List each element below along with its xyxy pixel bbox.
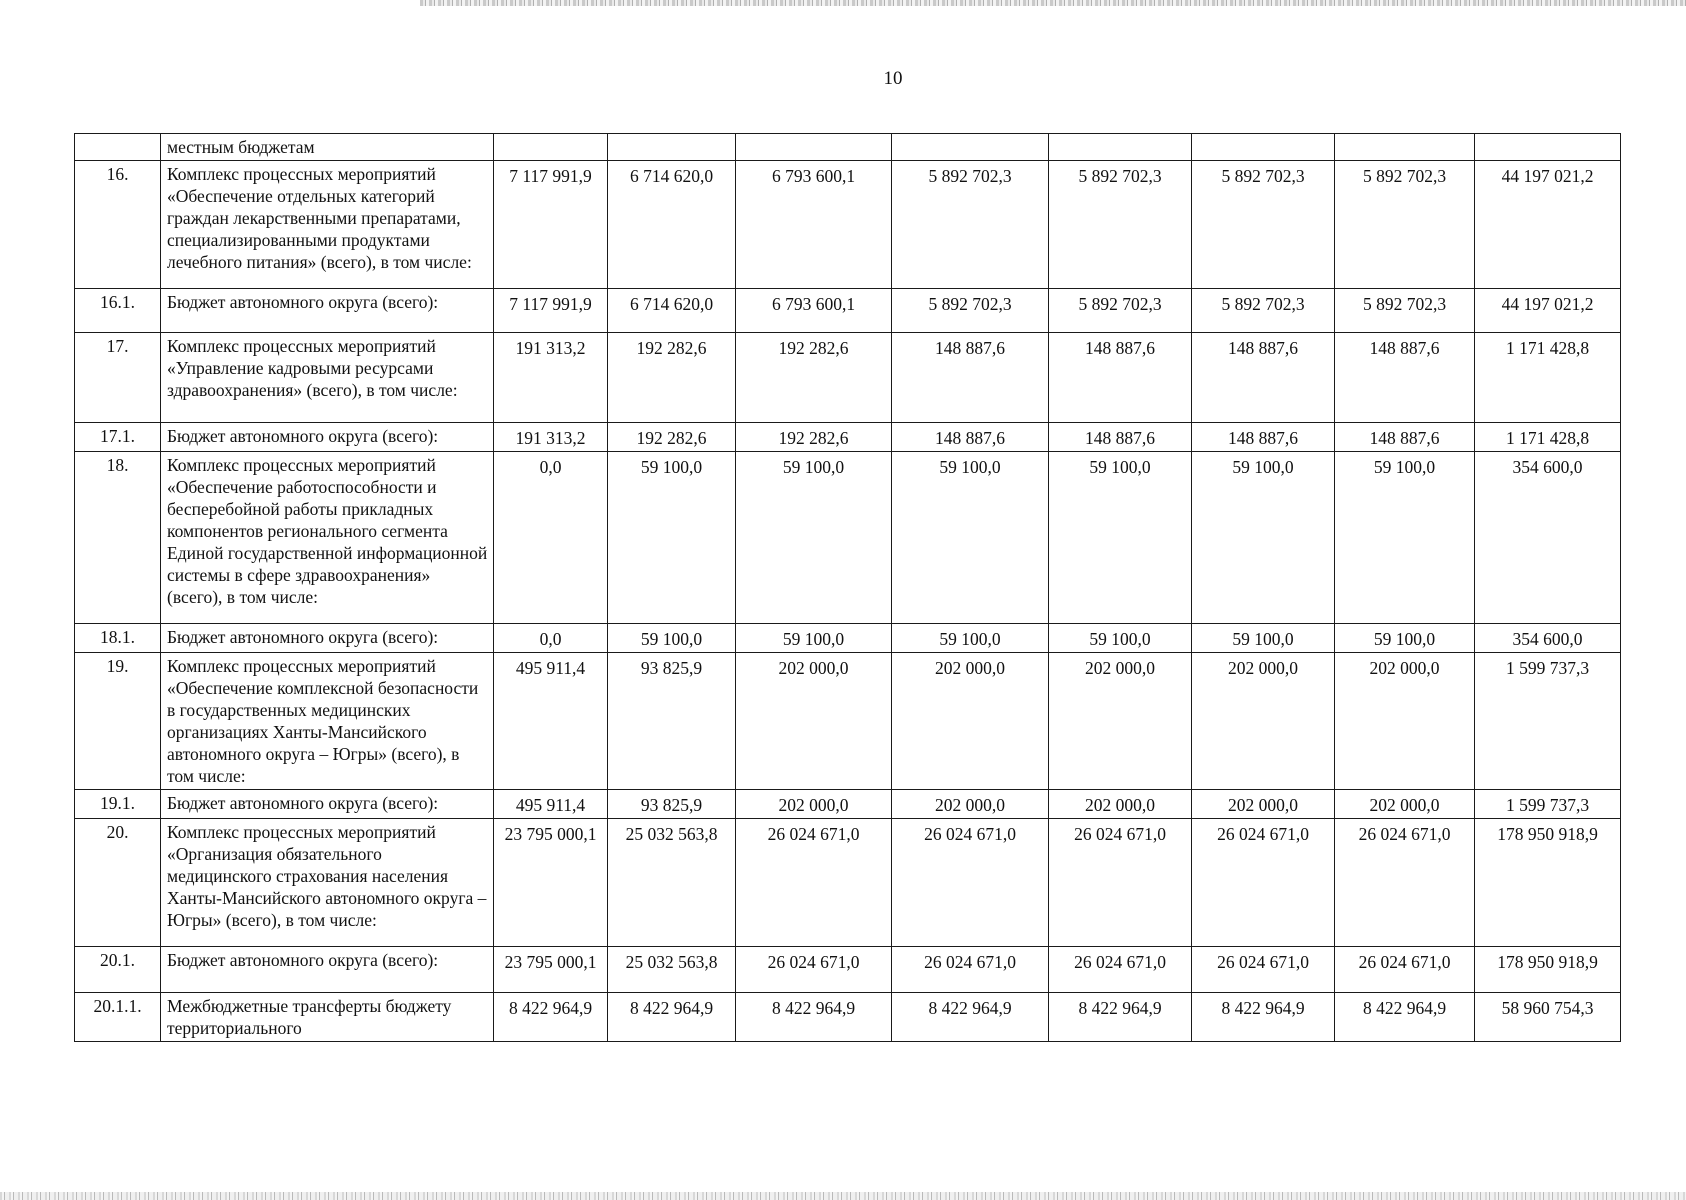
row-total: 58 960 754,3 <box>1475 993 1621 1042</box>
row-value: 148 887,6 <box>892 423 1049 452</box>
row-name: Комплекс процессных мероприятий «Обеспечение работоспособности и бесперебойной работы прикладных компонентов регионального сегмента Единой государственной информационной системы в сфере здравоохранения» (всего), в том числе: <box>161 452 494 624</box>
row-value: 59 100,0 <box>892 452 1049 624</box>
row-name: Бюджет автономного округа (всего): <box>161 289 494 333</box>
row-value: 5 892 702,3 <box>892 289 1049 333</box>
row-total: 1 599 737,3 <box>1475 790 1621 819</box>
row-total: 1 171 428,8 <box>1475 333 1621 423</box>
row-value: 26 024 671,0 <box>892 819 1049 947</box>
scan-edge-bottom <box>0 1192 1686 1200</box>
row-number: 18. <box>75 452 161 624</box>
row-value: 25 032 563,8 <box>608 819 736 947</box>
row-value: 148 887,6 <box>892 333 1049 423</box>
row-name: Бюджет автономного округа (всего): <box>161 423 494 452</box>
row-name: Бюджет автономного округа (всего): <box>161 947 494 993</box>
scan-edge-top <box>420 0 1686 6</box>
row-value: 148 887,6 <box>1335 423 1475 452</box>
row-value <box>1049 134 1192 161</box>
row-value: 191 313,2 <box>494 423 608 452</box>
row-value: 8 422 964,9 <box>608 993 736 1042</box>
row-value: 7 117 991,9 <box>494 289 608 333</box>
row-value: 202 000,0 <box>1335 653 1475 790</box>
table-row <box>75 161 1621 289</box>
table-row <box>75 819 1621 947</box>
row-name: Бюджет автономного округа (всего): <box>161 790 494 819</box>
row-value: 93 825,9 <box>608 790 736 819</box>
row-number: 17.1. <box>75 423 161 452</box>
row-value: 93 825,9 <box>608 653 736 790</box>
row-value: 202 000,0 <box>1192 653 1335 790</box>
row-value: 8 422 964,9 <box>736 993 892 1042</box>
row-value: 59 100,0 <box>736 452 892 624</box>
row-value: 7 117 991,9 <box>494 161 608 289</box>
row-value: 202 000,0 <box>736 653 892 790</box>
table-row <box>75 289 1621 333</box>
row-value: 148 887,6 <box>1192 423 1335 452</box>
row-value: 202 000,0 <box>892 790 1049 819</box>
row-number: 20.1. <box>75 947 161 993</box>
row-value: 26 024 671,0 <box>1335 819 1475 947</box>
row-value: 59 100,0 <box>608 624 736 653</box>
row-total: 354 600,0 <box>1475 452 1621 624</box>
row-value: 8 422 964,9 <box>1335 993 1475 1042</box>
row-value: 26 024 671,0 <box>1192 947 1335 993</box>
row-name: Комплекс процессных мероприятий «Организация обязательного медицинского страхования населения Ханты-Мансийского автономного округа – Югры» (всего), в том числе: <box>161 819 494 947</box>
row-number: 17. <box>75 333 161 423</box>
row-value: 23 795 000,1 <box>494 947 608 993</box>
row-value: 191 313,2 <box>494 333 608 423</box>
budget-table <box>74 133 1621 1042</box>
row-value <box>736 134 892 161</box>
row-total: 44 197 021,2 <box>1475 161 1621 289</box>
row-number: 16.1. <box>75 289 161 333</box>
row-total: 44 197 021,2 <box>1475 289 1621 333</box>
row-value: 0,0 <box>494 624 608 653</box>
row-value: 5 892 702,3 <box>1192 289 1335 333</box>
row-value: 5 892 702,3 <box>892 161 1049 289</box>
row-value: 6 714 620,0 <box>608 289 736 333</box>
row-value: 59 100,0 <box>1049 624 1192 653</box>
row-total: 178 950 918,9 <box>1475 819 1621 947</box>
row-value: 59 100,0 <box>1192 452 1335 624</box>
row-value: 59 100,0 <box>1335 452 1475 624</box>
row-value: 26 024 671,0 <box>1049 947 1192 993</box>
row-total: 178 950 918,9 <box>1475 947 1621 993</box>
row-number: 19.1. <box>75 790 161 819</box>
row-value <box>494 134 608 161</box>
row-value: 25 032 563,8 <box>608 947 736 993</box>
row-value: 495 911,4 <box>494 790 608 819</box>
row-name: Межбюджетные трансферты бюджету территориального <box>161 993 494 1042</box>
table-row <box>75 653 1621 790</box>
row-value: 148 887,6 <box>1049 423 1192 452</box>
row-value <box>892 134 1049 161</box>
row-total: 1 171 428,8 <box>1475 423 1621 452</box>
row-name: Бюджет автономного округа (всего): <box>161 624 494 653</box>
row-value: 5 892 702,3 <box>1335 289 1475 333</box>
row-value: 26 024 671,0 <box>1192 819 1335 947</box>
row-value: 26 024 671,0 <box>1049 819 1192 947</box>
row-value: 26 024 671,0 <box>736 819 892 947</box>
row-value: 495 911,4 <box>494 653 608 790</box>
row-value: 5 892 702,3 <box>1192 161 1335 289</box>
table-row <box>75 947 1621 993</box>
row-number <box>75 134 161 161</box>
row-value: 148 887,6 <box>1049 333 1192 423</box>
row-value: 8 422 964,9 <box>1192 993 1335 1042</box>
row-value: 202 000,0 <box>1049 653 1192 790</box>
table-row <box>75 993 1621 1042</box>
row-value: 202 000,0 <box>1049 790 1192 819</box>
row-number: 16. <box>75 161 161 289</box>
row-value: 148 887,6 <box>1335 333 1475 423</box>
row-value: 59 100,0 <box>736 624 892 653</box>
row-value: 6 714 620,0 <box>608 161 736 289</box>
row-name: Комплекс процессных мероприятий «Обеспечение комплексной безопасности в государственных медицинских организациях Ханты-Мансийского автономного округа – Югры» (всего), в том числе: <box>161 653 494 790</box>
row-name: Комплекс процессных мероприятий «Обеспечение отдельных категорий граждан лекарственными препаратами, специализированными продуктами лечебного питания» (всего), в том числе: <box>161 161 494 289</box>
row-value: 202 000,0 <box>1192 790 1335 819</box>
table-row <box>75 790 1621 819</box>
row-value: 192 282,6 <box>736 333 892 423</box>
row-value: 26 024 671,0 <box>1335 947 1475 993</box>
table-row <box>75 423 1621 452</box>
row-total: 1 599 737,3 <box>1475 653 1621 790</box>
row-value: 23 795 000,1 <box>494 819 608 947</box>
row-value: 192 282,6 <box>608 333 736 423</box>
row-value: 59 100,0 <box>1049 452 1192 624</box>
row-value: 26 024 671,0 <box>736 947 892 993</box>
row-number: 18.1. <box>75 624 161 653</box>
row-value: 59 100,0 <box>1335 624 1475 653</box>
row-value: 59 100,0 <box>1192 624 1335 653</box>
row-value: 202 000,0 <box>736 790 892 819</box>
row-value: 6 793 600,1 <box>736 289 892 333</box>
row-number: 20. <box>75 819 161 947</box>
row-value <box>1192 134 1335 161</box>
table-row <box>75 134 1621 161</box>
table-row <box>75 333 1621 423</box>
row-value: 5 892 702,3 <box>1049 161 1192 289</box>
row-value: 8 422 964,9 <box>494 993 608 1042</box>
row-value <box>1335 134 1475 161</box>
row-value: 0,0 <box>494 452 608 624</box>
row-value: 5 892 702,3 <box>1049 289 1192 333</box>
row-value: 8 422 964,9 <box>892 993 1049 1042</box>
row-value: 202 000,0 <box>892 653 1049 790</box>
row-value <box>608 134 736 161</box>
row-value: 6 793 600,1 <box>736 161 892 289</box>
row-value: 59 100,0 <box>892 624 1049 653</box>
row-value: 8 422 964,9 <box>1049 993 1192 1042</box>
table-body <box>75 134 1621 1042</box>
row-value: 192 282,6 <box>736 423 892 452</box>
row-total: 354 600,0 <box>1475 624 1621 653</box>
row-name: Комплекс процессных мероприятий «Управление кадровыми ресурсами здравоохранения» (всего), в том числе: <box>161 333 494 423</box>
row-value: 192 282,6 <box>608 423 736 452</box>
row-number: 20.1.1. <box>75 993 161 1042</box>
row-total <box>1475 134 1621 161</box>
page-number: 10 <box>883 68 903 89</box>
row-value: 148 887,6 <box>1192 333 1335 423</box>
row-value: 5 892 702,3 <box>1335 161 1475 289</box>
row-number: 19. <box>75 653 161 790</box>
table-row <box>75 624 1621 653</box>
row-value: 202 000,0 <box>1335 790 1475 819</box>
table-row <box>75 452 1621 624</box>
row-value: 26 024 671,0 <box>892 947 1049 993</box>
row-value: 59 100,0 <box>608 452 736 624</box>
row-name: местным бюджетам <box>161 134 494 161</box>
